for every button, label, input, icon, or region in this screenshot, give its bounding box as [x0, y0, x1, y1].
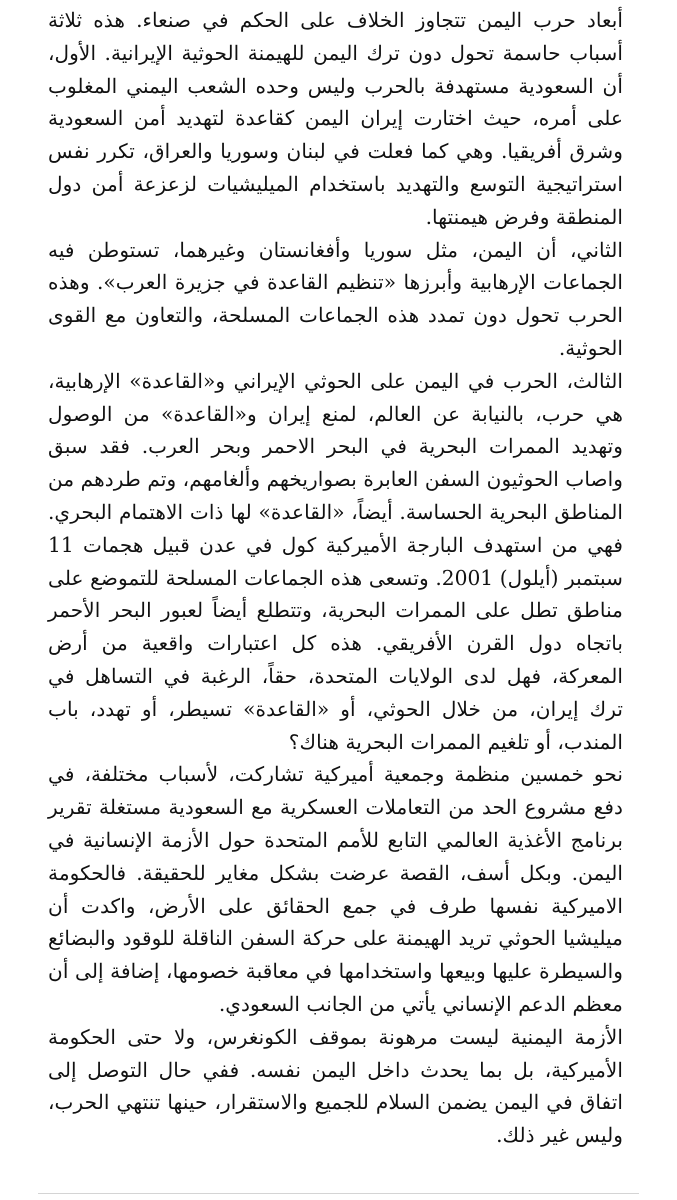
paragraph-conclusion: الأزمة اليمنية ليست مرهونة بموقف الكونغرس، ولا حتى الحكومة الأميركية، بل بما يحدث داخل اليمن نفسه. ففي حال التوصل إلى اتفاق في اليمن يضمن السلام للجميع والاستقرار، حينها تنتهي الحرب، وليس غير ذلك. [48, 1024, 623, 1148]
paragraph-intro: أبعاد حرب اليمن تتجاوز الخلاف على الحكم في صنعاء. هذه ثلاثة أسباب حاسمة تحول دون ترك اليمن للهيمنة الحوثية الإيرانية. الأول، أن السعودية مستهدفة بالحرب وليس وحده الشعب اليمني المغلوب على أمره، حيث اختارت إيران اليمن كقاعدة لتهديد أمن السعودية وشرق أفريقيا. وهي كما فعلت في لبنان وسوريا والعراق، تكرر نفس استراتيجية التوسع والتهديد باستخدام الميليشيات لزعزعة أمن دول المنطقة وفرض هيمنتها. [48, 8, 623, 229]
article-body [48, 4, 623, 1152]
bottom-divider [38, 1193, 639, 1194]
paragraph-third-reason: الثالث، الحرب في اليمن على الحوثي الإيراني و«القاعدة» الإرهابية، هي حرب، بالنيابة عن العالم، لمنع إيران و«القاعدة» من الوصول وتهديد الممرات البحرية في البحر الاحمر وبحر العرب. فقد سبق واصاب الحوثيون السفن العابرة بصواريخهم وألغامهم، وتم طردهم من المناطق البحرية الحساسة. أيضاً، «القاعدة» لها ذات الاهتمام البحري. فهي من استهدف البارجة الأميركية كول في عدن قبيل هجمات 11 سبتمبر (أيلول) 2001. وتسعى هذه الجماعات المسلحة للتموضع على مناطق تطل على الممرات البحرية، وتتطلع أيضاً لعبور البحر الأحمر باتجاه دول القرن الأفريقي. هذه كل اعتبارات واقعية من أرض المعركة، فهل لدى الولايات المتحدة، حقاً، الرغبة في التساهل في ترك إيران، من خلال الحوثي، أو «القاعدة» تسيطر، أو تهدد، باب المندب، أو تلغيم الممرات البحرية هناك؟ [48, 368, 624, 754]
paragraph-us-organizations: نحو خمسين منظمة وجمعية أميركية تشاركت، لأسباب مختلفة، في دفع مشروع الحد من التعاملات العسكرية مع السعودية مستغلة تقرير برنامج الأغذية العالمي التابع للأمم المتحدة حول الأزمة الإنسانية في اليمن. وبكل أسف، القصة عرضت بشكل مغاير للحقيقة. فالحكومة الاميركية نفسها طرف في جمع الحقائق على الأرض، واكدت أن ميليشيا الحوثي تريد الهيمنة على حركة السفن الناقلة للوقود والبضائع والسيطرة عليها وبيعها واستخدامها في معاقبة خصومها، إضافة إلى أن معظم الدعم الإنساني يأتي من الجانب السعودي. [48, 762, 623, 1016]
paragraph-second-reason: الثاني، أن اليمن، مثل سوريا وأفغانستان وغيرهما، تستوطن فيه الجماعات الإرهابية وأبرزها «تنظيم القاعدة في جزيرة العرب». وهذه الحرب تحول دون تمدد هذه الجماعات المسلحة، والتعاون مع القوى الحوثية. [48, 237, 623, 360]
